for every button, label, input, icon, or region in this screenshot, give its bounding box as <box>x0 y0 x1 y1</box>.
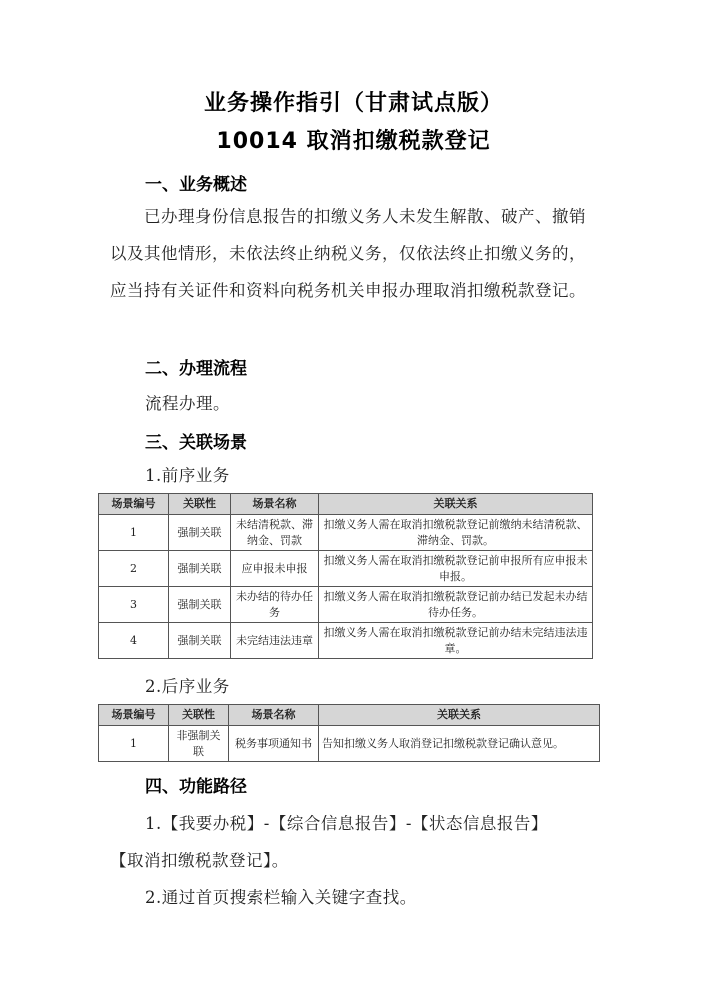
table-cell: 强制关联 <box>169 551 231 587</box>
table-cell: 非强制关联 <box>169 726 229 762</box>
section-heading-overview: 一、业务概述 <box>145 175 247 195</box>
table-cell: 告知扣缴义务人取消登记扣缴税款登记确认意见。 <box>319 726 600 762</box>
table-row <box>99 587 593 623</box>
path-step-2: 2.通过首页搜索栏输入关键字查找。 <box>145 888 417 907</box>
table-row <box>99 623 593 659</box>
table-row <box>99 726 600 762</box>
section-heading-related: 三、关联场景 <box>145 433 247 453</box>
header-cell: 关联关系 <box>319 494 593 515</box>
header-cell: 场景名称 <box>231 494 319 515</box>
table-cell: 强制关联 <box>169 515 231 551</box>
table-cell: 强制关联 <box>169 587 231 623</box>
header-cell: 场景名称 <box>229 705 319 726</box>
path-step-1-continued: 【取消扣缴税款登记】。 <box>110 851 289 870</box>
table-header-row <box>99 494 593 515</box>
table-cell: 扣缴义务人需在取消扣缴税款登记前办结已发起未办结待办任务。 <box>319 587 593 623</box>
table-cell: 应申报未申报 <box>231 551 319 587</box>
table-row <box>99 515 593 551</box>
table-cell: 4 <box>99 623 169 659</box>
header-cell: 关联关系 <box>319 705 600 726</box>
process-paragraph: 流程办理。 <box>145 394 230 413</box>
post-business-label: 2.后序业务 <box>145 677 230 696</box>
overview-paragraph: 已办理身份信息报告的扣缴义务人未发生解散、破产、撤销以及其他情形，未依法终止纳税义务，仅依法终止扣缴义务的，应当持有关证件和资料向税务机关申报办理取消扣缴税款登记。 <box>110 207 586 300</box>
table-row <box>99 551 593 587</box>
table-cell: 未办结的待办任务 <box>231 587 319 623</box>
table-cell: 3 <box>99 587 169 623</box>
document-title: 业务操作指引（甘肃试点版） <box>203 91 503 116</box>
pre-business-label: 1.前序业务 <box>145 466 230 485</box>
header-cell: 场景编号 <box>99 494 169 515</box>
table-cell: 2 <box>99 551 169 587</box>
header-cell: 关联性 <box>169 494 231 515</box>
table-cell: 强制关联 <box>169 623 231 659</box>
table-cell: 未完结违法违章 <box>231 623 319 659</box>
table-header-row <box>99 705 600 726</box>
table-cell: 扣缴义务人需在取消扣缴税款登记前缴纳未结清税款、滞纳金、罚款。 <box>319 515 593 551</box>
pre-business-table <box>98 493 593 659</box>
table-cell: 1 <box>99 726 169 762</box>
table-cell: 税务事项通知书 <box>229 726 319 762</box>
post-business-table <box>98 704 600 762</box>
table-cell: 未结清税款、滞纳金、罚款 <box>231 515 319 551</box>
path-step-1: 1.【我要办税】-【综合信息报告】-【状态信息报告】 <box>145 814 548 833</box>
table-cell: 1 <box>99 515 169 551</box>
header-cell: 关联性 <box>169 705 229 726</box>
section-heading-process: 二、办理流程 <box>145 359 247 379</box>
document-subtitle: 10014 取消扣缴税款登记 <box>216 129 491 154</box>
table-cell: 扣缴义务人需在取消扣缴税款登记前办结未完结违法违章。 <box>319 623 593 659</box>
header-cell: 场景编号 <box>99 705 169 726</box>
table-cell: 扣缴义务人需在取消扣缴税款登记前申报所有应申报未申报。 <box>319 551 593 587</box>
section-heading-path: 四、功能路径 <box>145 777 247 797</box>
